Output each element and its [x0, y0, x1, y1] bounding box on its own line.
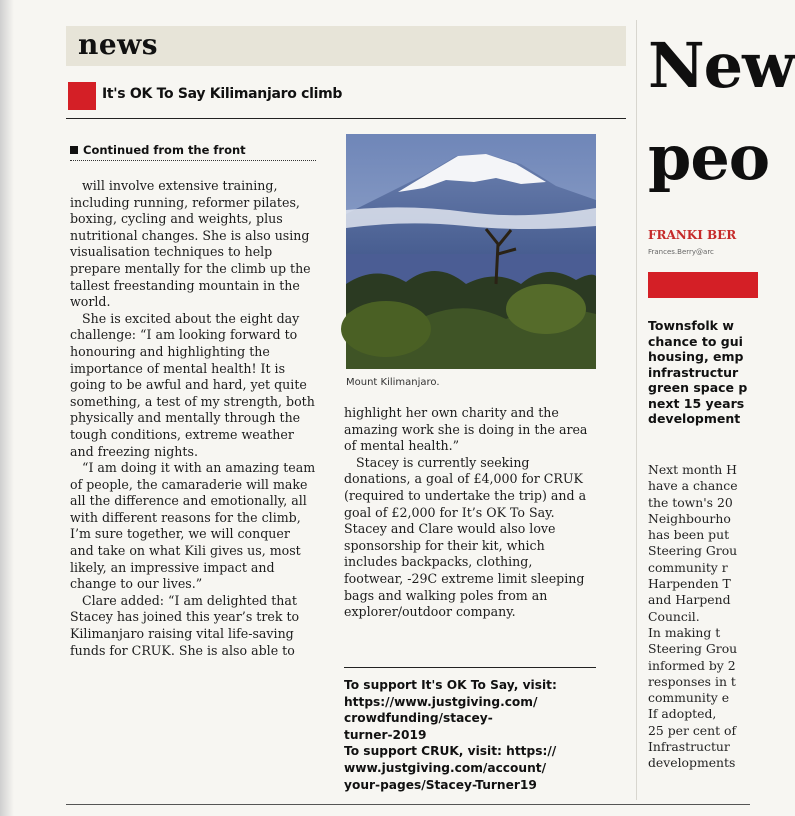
page-edge-shadow [0, 0, 14, 816]
kilimanjaro-photo [346, 134, 596, 369]
support-divider [344, 667, 596, 668]
dotted-divider [70, 160, 316, 161]
paragraph: will involve extensive training, including running, reformer pilates, boxing, cycling and weights, plus nutritional changes. She is also using visualisation techniques to help prepare mentally for the climb up the tallest freestanding mountain in the world. [70, 178, 311, 310]
article-column-2 [344, 405, 594, 621]
support-its-ok-to-say: To support It's OK To Say, visit: https://www.justgiving.com/ crowdfunding/stacey- turner-2019 [344, 678, 557, 742]
support-cruk: To support CRUK, visit: https:// www.justgiving.com/account/ your-pages/Stacey-Turner19 [344, 744, 557, 792]
column-separator [636, 20, 637, 800]
adjacent-byline: FRANKI BER [648, 228, 737, 242]
section-title: news [78, 28, 159, 61]
adjacent-red-bar [648, 272, 758, 298]
adjacent-body: Next month H have a chance the town's 20 Neighbourho has been put Steering Grou community r Harpenden T and Harpend Council. In making t Steering Grou informed by 2 responses in t community e If adopted, 25 per cent of Infrastructur developments [648, 462, 738, 771]
adjacent-email: Frances.Berry@arc [648, 248, 714, 256]
paragraph: She is excited about the eight day challenge: “I am looking forward to honouring and highlighting the importance of mental health! It is going to be awful and hard, yet quite something, a test of my strength, both physically and mentally through the tough conditions, extreme weather and freezing nights. [70, 310, 315, 459]
adjacent-headline: New peo [648, 29, 795, 194]
paragraph: highlight her own charity and the amazing work she is doing in the area of mental health.” [344, 405, 588, 454]
photo-caption: Mount Kilimanjaro. [346, 377, 440, 388]
article-kicker: It's OK To Say Kilimanjaro climb [102, 86, 343, 102]
paragraph: Clare added: “I am delighted that Stacey has joined this year’s trek to Kilimanjaro raising vital life-saving funds for CRUK. She is also able to [70, 592, 300, 658]
adjacent-standfirst: Townsfolk w chance to gui housing, emp infrastructur green space p next 15 years development [648, 318, 748, 426]
continued-label: Continued from the front [70, 143, 246, 157]
bottom-rule [66, 804, 750, 805]
support-box [344, 677, 596, 793]
section-header [66, 26, 626, 66]
kicker-rule [66, 118, 626, 119]
kicker-red-square [68, 82, 96, 110]
article-column-1 [70, 178, 316, 659]
paragraph: “I am doing it with an amazing team of people, the camaraderie will make all the difference and emotionally, all with different reasons for the climb, I’m sure together, we will conquer and take on what Kili gives us, most likely, an impressive impact and change to our lives.” [70, 460, 316, 592]
paragraph: Stacey is currently seeking donations, a goal of £4,000 for CRUK (required to undertake the trip) and a goal of £2,000 for It’s OK To Say. Stacey and Clare would also love sponsorship for their kit, which includes backpacks, clothing, footwear, -29C extreme limit sleeping bags and walking poles from an explorer/outdoor company. [344, 454, 587, 620]
